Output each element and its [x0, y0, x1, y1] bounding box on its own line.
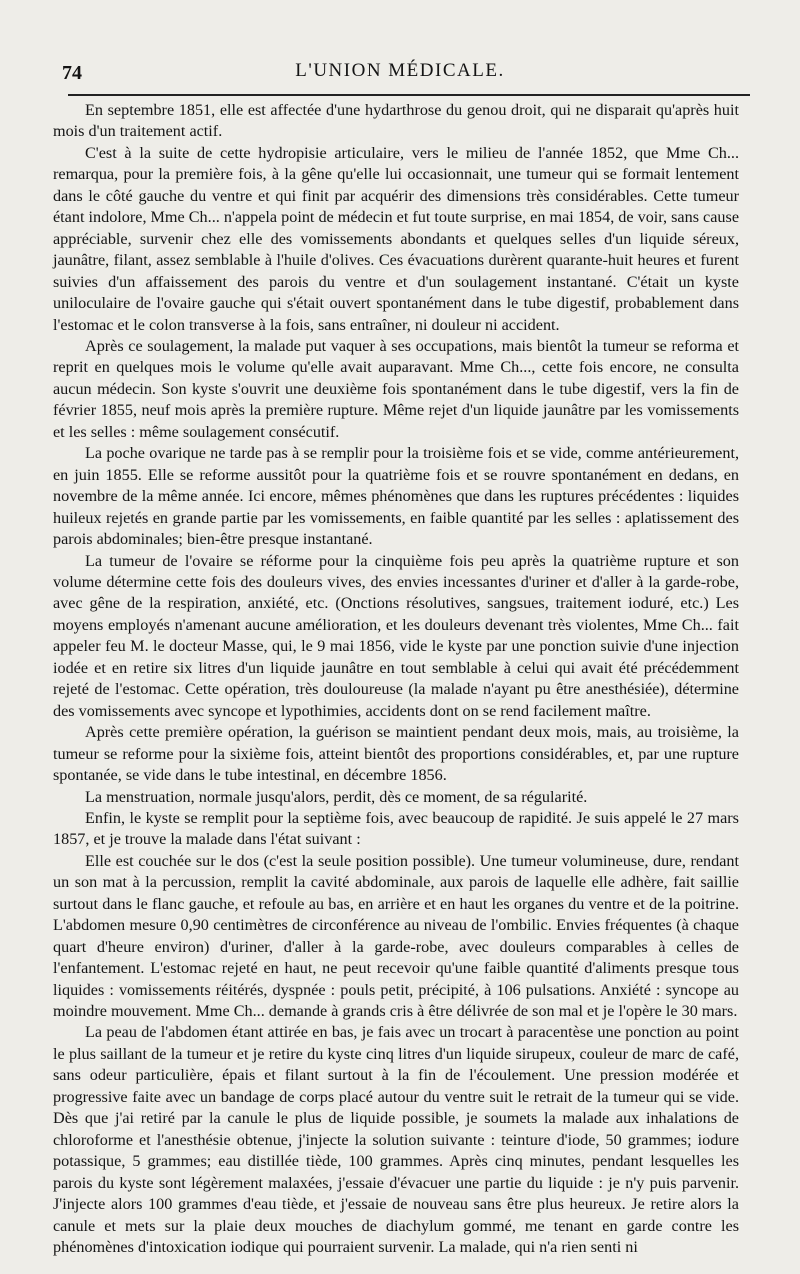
paragraph: Après ce soulagement, la malade put vaquer à ses occupations, mais bientôt la tumeur se reforma et reprit en quelques mois le volume qu'elle avait auparavant. Mme Ch..., cette fois encore, ne consulta aucun médecin. Son kyste s'ouvrit une deuxième fois spontanément dans le tube digestif, vers la fin de février 1855, neuf mois après la première rupture. Même rejet d'un liquide jaunâtre par les vomissements et les selles : même soulagement consécutif.	[53, 336, 739, 441]
running-head: L'UNION MÉDICALE.	[295, 60, 505, 81]
paragraph: En septembre 1851, elle est affectée d'une hydarthrose du genou droit, qui ne disparait qu'après huit mois d'un traitement actif.	[53, 101, 739, 141]
paragraph: La peau de l'abdomen étant attirée en bas, je fais avec un trocart à paracentèse une ponction au point le plus saillant de la tumeur et je retire du kyste cinq litres d'un liquide sirupeux, couleur de marc de café, sans odeur particulière, épais et filant surtout à la fin de l'écoulement. Une pression modérée et progressive faite avec un bandage de corps placé autour du ventre suit le retrait de la tumeur qui se vide. Dès que j'ai retiré par la canule le plus de liquide possible, je soumets la malade aux inhalations de chloroforme et l'anesthésie obtenue, j'injecte la solution suivante : teinture d'iode, 50 grammes; iodure potassique, 5 grammes; eau distillée tiède, 100 grammes. Après cinq minutes, pendant lesquelles les parois du kyste sont légèrement malaxées, j'essaie d'évacuer une partie du liquide : je n'y puis parvenir. J'injecte alors 100 grammes d'eau tiède, et j'essaie de nouveau sans être plus heureux. Je retire alors la canule et mets sur la plaie deux mouches de diachylum gommé, me tenant en garde contre les phénomènes d'intoxication iodique qui pourraient survenir. La malade, qui n'a rien senti ni	[53, 1023, 739, 1257]
paragraph: La tumeur de l'ovaire se réforme pour la cinquième fois peu après la quatrième rupture et son volume détermine cette fois des douleurs vives, des envies incessantes d'uriner et d'aller à la garde-robe, avec gêne de la respiration, anxiété, etc. (Onctions résolutives, sangsues, traitement ioduré, etc.) Les moyens employés n'amenant aucune amélioration, et les douleurs devenant très violentes, Mme Ch... fait appeler feu M. le docteur Masse, qui, le 9 mai 1856, vide le kyste par une ponction suivie d'une injection iodée et en retire six litres d'un liquide jaunâtre en tout semblable à celui qui avait été précédemment rejeté de l'estomac. Cette opération, très douloureuse (la malade n'ayant pu être anesthésiée), détermine des vomissements avec syncope et lypothimies, accidents dont on se rend facilement maître.	[53, 551, 739, 720]
paragraph: C'est à la suite de cette hydropisie articulaire, vers le milieu de l'année 1852, que Mme Ch... remarqua, pour la première fois, à la gêne qu'elle lui occasionnait, une tumeur qui se formait lentement dans le côté gauche du ventre et qui finit par acquérir des dimensions très considérables. Cette tumeur étant indolore, Mme Ch... n'appela point de médecin et fut toute surprise, en mai 1854, de voir, sans cause appréciable, survenir chez elle des vomissements abondants et quelques selles d'un liquide séreux, jaunâtre, filant, assez semblable à l'huile d'olives. Ces évacuations durèrent quarante-huit heures et furent suivies d'un affaissement des parois du ventre et d'un soulagement instantané. C'était un kyste uniloculaire de l'ovaire gauche qui s'était ouvert spontanément dans le tube digestif, probablement dans l'estomac et le colon transverse à la fois, sans entraîner, ni douleur ni accident.	[53, 143, 740, 334]
paragraph: La menstruation, normale jusqu'alors, perdit, dès ce moment, de sa régularité.	[85, 787, 588, 806]
header-rule	[68, 94, 750, 96]
body-text	[53, 100, 739, 1258]
page-number: 74	[62, 62, 82, 84]
paragraph: Après cette première opération, la guérison se maintient pendant deux mois, mais, au troisième, la tumeur se reforme pour la sixième fois, atteint bientôt des proportions considérables, et, par une rupture spontanée, se vide dans le tube intestinal, en décembre 1856.	[53, 723, 739, 785]
paragraph: Enfin, le kyste se remplit pour la septième fois, avec beaucoup de rapidité. Je suis appelé le 27 mars 1857, et je trouve la malade dans l'état suivant :	[53, 808, 739, 849]
paragraph: La poche ovarique ne tarde pas à se remplir pour la troisième fois et se vide, comme antérieurement, en juin 1855. Elle se reforme aussitôt pour la quatrième fois et se rouvre spontanément en dedans, en novembre de la même année. Ici encore, mêmes phénomènes que dans les ruptures précédentes : liquides huileux rejetés en grande partie par les vomissements, en faible quantité par les selles : aplatissement des parois abdominales; bien-être presque instantané.	[53, 444, 739, 549]
paragraph: Elle est couchée sur le dos (c'est la seule position possible). Une tumeur volumineuse, dure, rendant un son mat à la percussion, remplit la cavité abdominale, aux parois de laquelle elle adhère, fait saillie surtout dans le flanc gauche, et refoule au bas, en arrière et en haut les organes du ventre et de la poitrine. L'abdomen mesure 0,90 centimètres de circonférence au niveau de l'ombilic. Envies fréquentes (à chaque quart d'heure environ) d'uriner, d'aller à la garde-robe, avec douleurs comparables à celles de l'enfantement. L'estomac rejeté en haut, ne peut recevoir qu'une faible quantité d'aliments presque tous liquides : vomissements réitérés, dyspnée : pouls petit, précipité, à 106 pulsations. Anxiété : syncope au moindre mouvement. Mme Ch... demande à grands cris à être délivrée de son mal et je l'opère le 30 mars.	[53, 851, 739, 1021]
